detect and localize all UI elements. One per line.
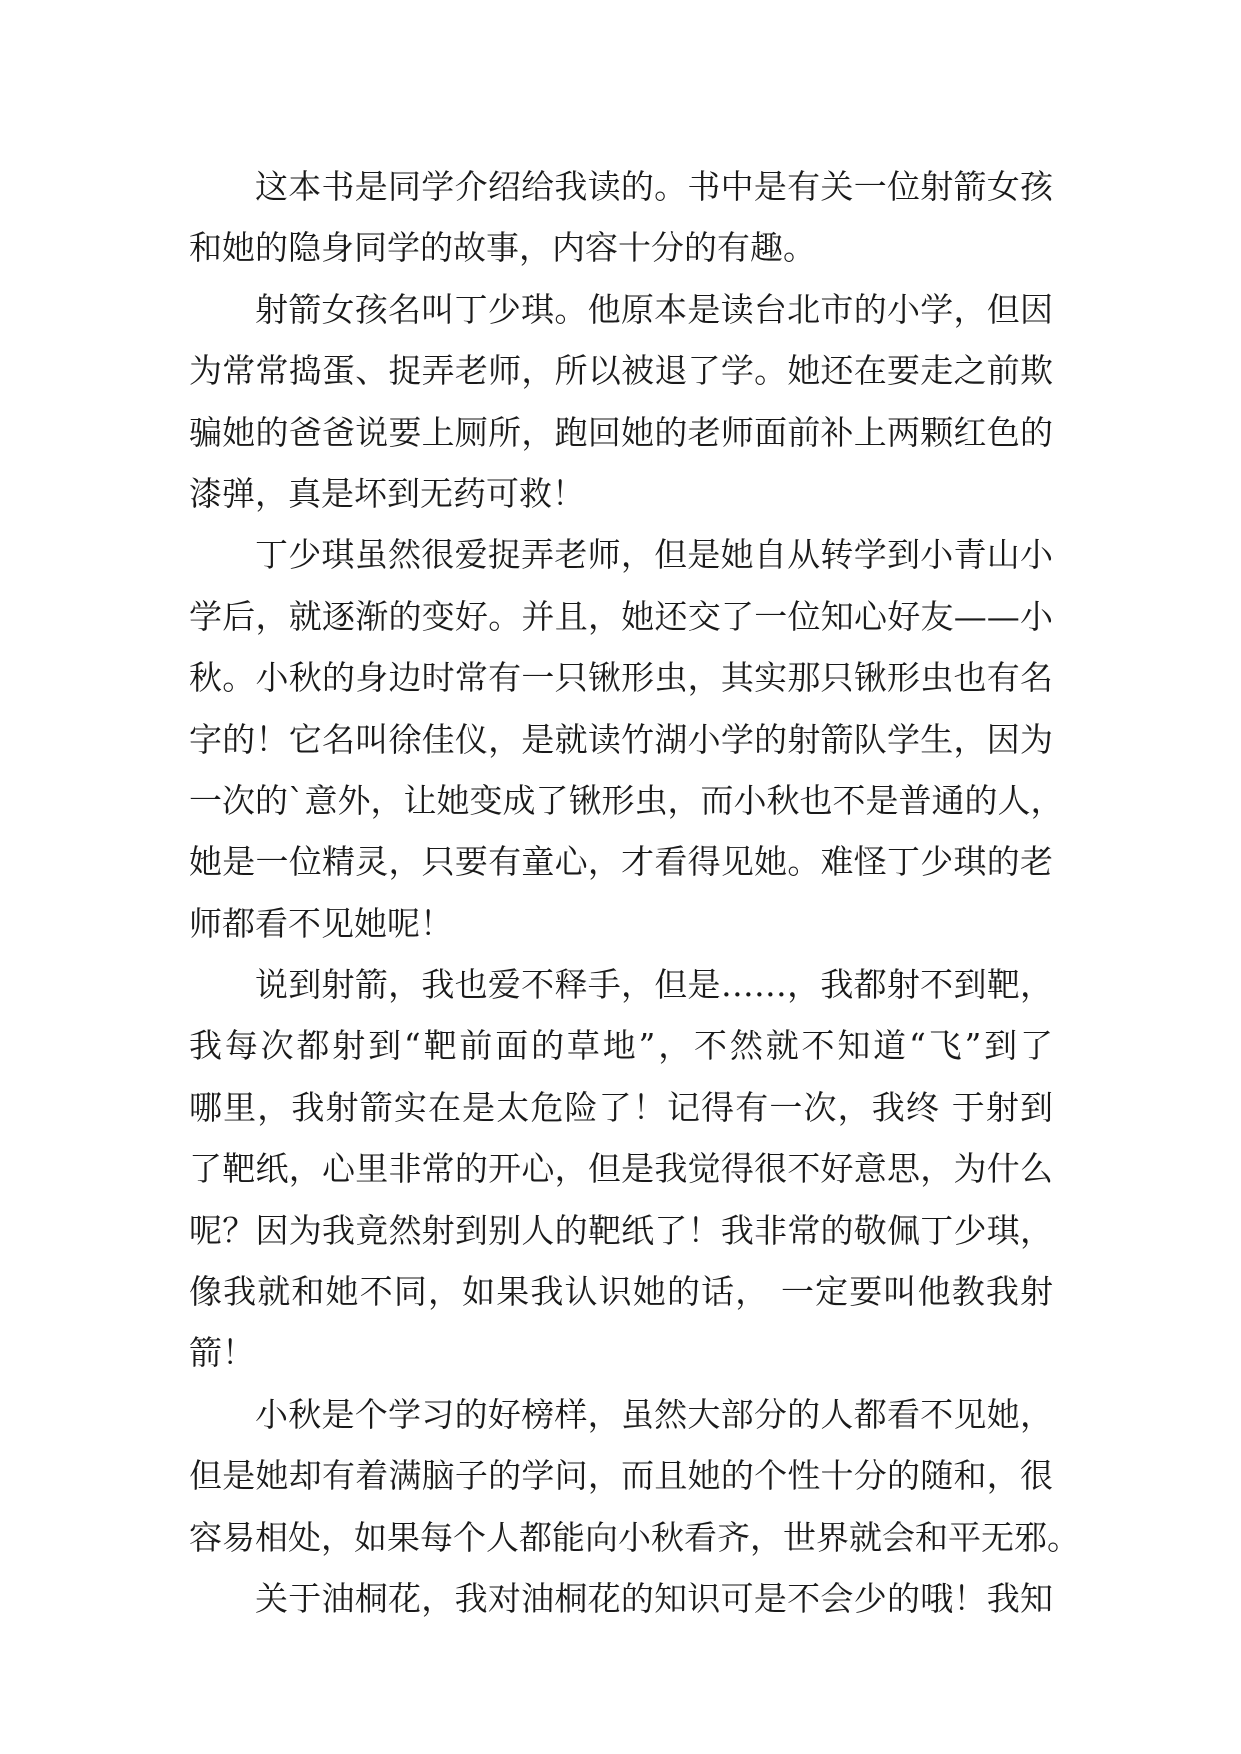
text-line: 说到射箭，我也爱不释手，但是……，我都射不到靶， — [255, 965, 1053, 1005]
text-line: 我每次都射到“靶前面的草地”，不然就不知道“飞”到了 — [189, 1026, 1053, 1066]
text-line: 字的！它名叫徐佳仪，是就读竹湖小学的射箭队学生，因为 — [189, 719, 1053, 759]
text-line: 秋。小秋的身边时常有一只锹形虫，其实那只锹形虫也有名 — [189, 658, 1053, 698]
text-line: 和她的隐身同学的故事，内容十分的有趣。 — [189, 228, 816, 268]
text-line: 为常常捣蛋、捉弄老师，所以被退了学。她还在要走之前欺 — [189, 351, 1053, 391]
text-line: 师都看不见她呢！ — [189, 903, 453, 943]
text-line: 箭！ — [189, 1333, 255, 1373]
text-line: 关于油桐花，我对油桐花的知识可是不会少的哦！我知 — [255, 1578, 1053, 1618]
body-text — [189, 156, 1080, 1629]
text-line: 哪里，我射箭实在是太危险了！记得有一次，我终 于射到 — [189, 1087, 1053, 1127]
text-line: 但是她却有着满脑子的学问，而且她的个性十分的随和，很 — [189, 1456, 1053, 1496]
text-line: 容易相处，如果每个人都能向小秋看齐，世界就会和平无邪。 — [189, 1517, 1080, 1557]
text-line: 学后，就逐渐的变好。并且，她还交了一位知心好友——小 — [189, 596, 1053, 636]
text-line: 小秋是个学习的好榜样，虽然大部分的人都看不见她， — [255, 1394, 1053, 1434]
text-line: 骗她的爸爸说要上厕所，跑回她的老师面前补上两颗红色的 — [189, 412, 1053, 452]
text-line: 了靶纸，心里非常的开心，但是我觉得很不好意思，为什么 — [189, 1149, 1053, 1189]
text-line: 像我就和她不同，如果我认识她的话， 一定要叫他教我射 — [189, 1272, 1053, 1312]
text-line: 一次的`意外，让她变成了锹形虫，而小秋也不是普通的人， — [189, 780, 1064, 820]
text-line: 这本书是同学介绍给我读的。书中是有关一位射箭女孩 — [255, 167, 1053, 206]
text-line: 她是一位精灵，只要有童心，才看得见她。难怪丁少琪的老 — [189, 842, 1053, 882]
text-line: 呢？因为我竟然射到别人的靶纸了！我非常的敬佩丁少琪， — [189, 1210, 1053, 1250]
text-line: 丁少琪虽然很爱捉弄老师，但是她自从转学到小青山小 — [255, 535, 1053, 575]
text-line: 射箭女孩名叫丁少琪。他原本是读台北市的小学，但因 — [255, 289, 1053, 329]
text-line: 漆弹，真是坏到无药可救！ — [189, 473, 585, 513]
